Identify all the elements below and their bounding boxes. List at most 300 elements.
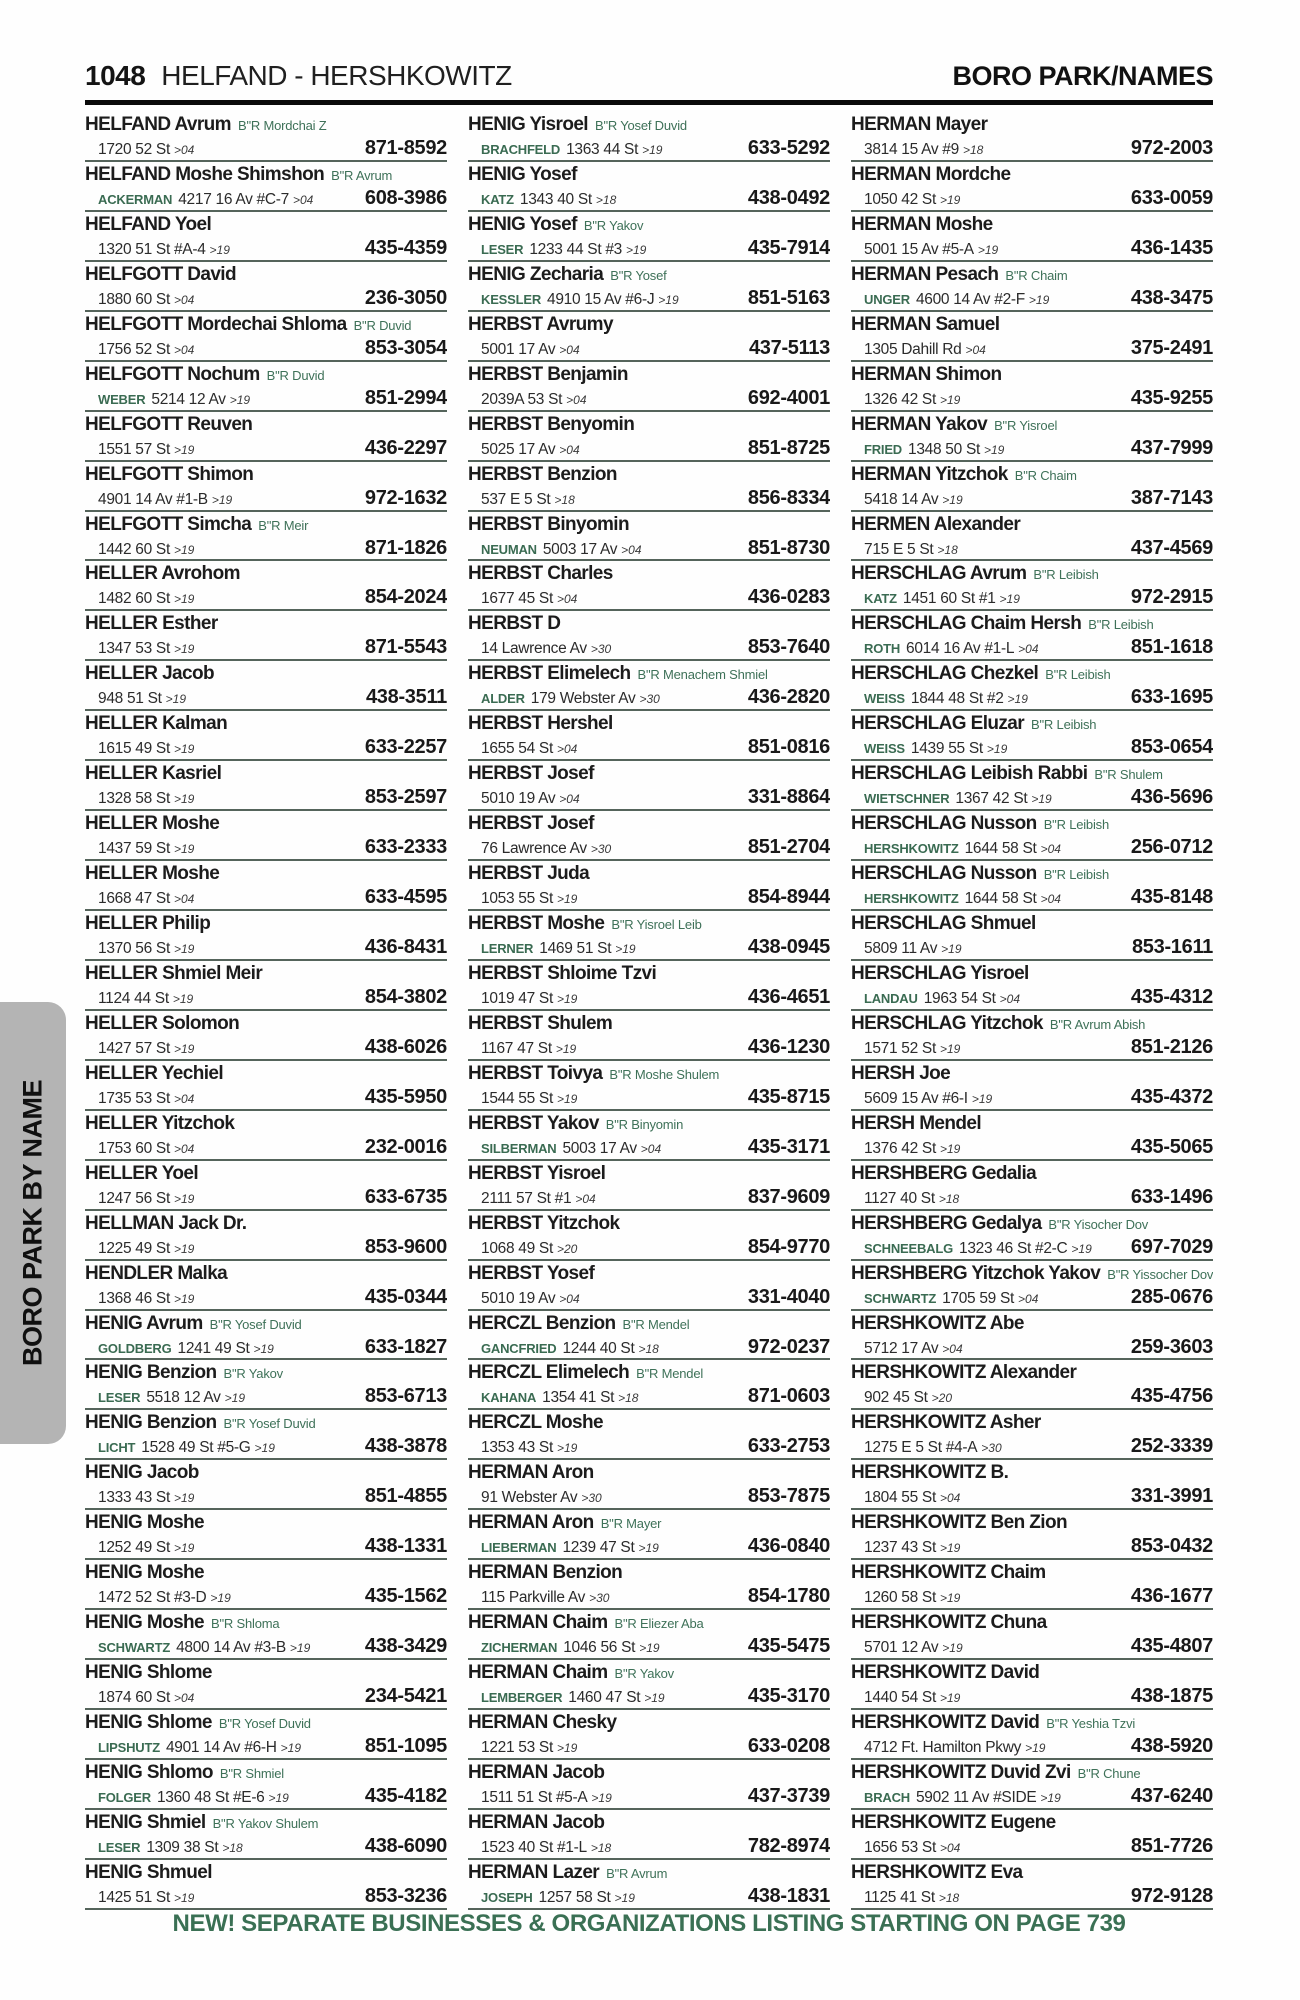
entry-name: HENIG Benzion	[85, 1412, 217, 1434]
entry-name-line	[468, 813, 830, 836]
entry-street-suffix: >19	[173, 542, 195, 557]
entry-name: HERSCHLAG Nusson	[851, 863, 1037, 885]
entry-name: HERSHKOWITZ Eva	[851, 1861, 1023, 1883]
entry-phone: 435-4182	[364, 1784, 447, 1807]
entry-street-suffix: >04	[621, 542, 642, 557]
entry-address-line	[85, 936, 447, 959]
entry-address: 1125 41 St	[864, 1888, 935, 1906]
entry-maiden-name: KATZ	[481, 191, 514, 207]
directory-entry	[851, 1860, 1213, 1910]
sidebar-tab-boro-park-by-name[interactable]	[0, 1002, 66, 1444]
entry-address-line	[468, 1435, 830, 1458]
entry-phone: 854-8944	[747, 886, 830, 909]
entry-name: HERSHKOWITZ Abe	[851, 1312, 1024, 1334]
entry-name-line	[851, 1412, 1213, 1435]
entry-address-line	[468, 1136, 830, 1159]
entry-phone: 782-8974	[747, 1834, 830, 1857]
entry-phone: 633-2333	[364, 836, 447, 859]
entry-address-line	[468, 1086, 830, 1109]
entry-street-suffix: >19	[638, 1541, 659, 1556]
entry-street-suffix: >20	[556, 1241, 578, 1256]
directory-entry	[85, 1410, 447, 1460]
entry-street-suffix: >19	[211, 492, 233, 507]
directory-entry	[85, 1710, 447, 1760]
entry-name: HERBST Toivya	[468, 1062, 603, 1084]
entry-phone: 435-3171	[747, 1135, 830, 1158]
directory-entry	[468, 1111, 830, 1161]
entry-phone: 436-4651	[747, 985, 830, 1008]
entry-name: HERSHKOWITZ Eugene	[851, 1811, 1056, 1833]
entry-name: HERBST Juda	[468, 863, 590, 885]
directory-entry	[468, 1760, 830, 1810]
entry-address-line	[851, 187, 1213, 210]
entry-name-line	[851, 1362, 1213, 1385]
entry-name-line	[85, 1013, 447, 1036]
entry-phone: 438-0492	[747, 186, 830, 209]
entry-maiden-name: FRIED	[864, 441, 903, 457]
entry-name-line	[468, 1213, 830, 1236]
entry-street-suffix: >19	[173, 792, 195, 807]
entry-address-line	[468, 237, 830, 260]
entry-address-line	[85, 1385, 447, 1408]
entry-phone: 851-4855	[364, 1485, 447, 1508]
directory-entry	[85, 1311, 447, 1361]
directory-entry	[468, 412, 830, 462]
entry-phone: 608-3986	[364, 186, 447, 209]
entry-address: 5001 15 Av #5-A	[864, 240, 974, 258]
entry-maiden-name: LESER	[481, 241, 524, 257]
entry-address-line	[468, 1635, 830, 1658]
directory-entry	[468, 1510, 830, 1560]
entry-name: HERMAN Mayer	[851, 114, 988, 135]
entry-phone: 853-3236	[364, 1884, 447, 1907]
entry-address-line	[851, 487, 1213, 510]
entry-br-annotation: B"R Leibish	[1043, 817, 1109, 833]
entry-street-suffix: >19	[165, 692, 187, 707]
entry-name-line	[851, 713, 1213, 736]
entry-street-suffix: >04	[292, 192, 314, 207]
directory-entry	[851, 162, 1213, 212]
entry-name: HELLER Yechiel	[85, 1062, 224, 1084]
directory-entry	[851, 1311, 1213, 1361]
entry-name-line	[851, 1662, 1213, 1685]
entry-name-line	[85, 1213, 447, 1236]
entry-street-suffix: >19	[939, 392, 961, 407]
entry-address: 1368 46 St	[98, 1289, 170, 1307]
entry-name: HERSHKOWITZ Ben Zion	[851, 1512, 1067, 1534]
entry-phone: 232-0016	[364, 1135, 447, 1158]
entry-name-line	[851, 1213, 1213, 1236]
directory-entry	[468, 911, 830, 961]
entry-street-suffix: >04	[173, 143, 195, 157]
entry-street-suffix: >19	[614, 1890, 635, 1905]
entry-name-line	[85, 563, 447, 586]
entry-street-suffix: >30	[589, 1591, 610, 1606]
entry-phone: 285-0676	[1130, 1285, 1213, 1308]
entry-name-line	[85, 414, 447, 437]
entry-name: HERMAN Jacob	[468, 1811, 605, 1833]
entry-phone: 633-0059	[1130, 186, 1213, 209]
entry-phone: 633-1695	[1130, 686, 1213, 709]
entry-address-line	[85, 1535, 447, 1558]
directory-entry	[85, 1860, 447, 1910]
entry-phone: 435-5950	[364, 1085, 447, 1108]
entry-address: 1050 42 St	[864, 190, 936, 208]
entry-phone: 853-1611	[1131, 936, 1213, 958]
entry-street-suffix: >19	[941, 942, 962, 956]
directory-entry	[468, 661, 830, 711]
entry-br-annotation: B"R Shmiel	[219, 1765, 284, 1781]
entry-address: 3814 15 Av #9	[864, 141, 959, 158]
entry-address: 1353 43 St	[481, 1439, 553, 1457]
entry-name-line	[85, 264, 447, 287]
directory-entry	[851, 961, 1213, 1011]
entry-address: 1571 52 St	[864, 1039, 936, 1057]
entry-name: HERMAN Moshe	[851, 213, 993, 235]
entry-name-line	[85, 1263, 447, 1286]
entry-phone: 436-2297	[364, 436, 447, 459]
directory-entry	[468, 512, 830, 562]
entry-name: HERBST Yosef	[468, 1262, 595, 1284]
entry-street-suffix: >04	[640, 1141, 662, 1156]
entry-address: 1544 55 St	[481, 1089, 553, 1107]
entry-name: HERSH Joe	[851, 1062, 951, 1084]
directory-entry	[851, 711, 1213, 761]
directory-column	[85, 112, 447, 1910]
entry-phone: 851-2126	[1130, 1035, 1213, 1058]
entry-street-suffix: >04	[942, 1341, 963, 1356]
entry-maiden-name: BRACH	[864, 1789, 910, 1805]
directory-entry	[468, 1460, 830, 1510]
entry-address-line	[468, 187, 830, 210]
entry-street-suffix: >04	[939, 1840, 961, 1855]
entry-name: HERSH Mendel	[851, 1112, 982, 1134]
entry-street-suffix: >04	[1018, 1291, 1039, 1306]
entry-name: HELFGOTT Nochum	[85, 363, 260, 385]
entry-street-suffix: >04	[559, 1291, 580, 1306]
entry-phone: 853-3054	[364, 336, 447, 359]
entry-address: 1644 58 St	[964, 840, 1037, 858]
directory-entry	[468, 1560, 830, 1610]
entry-name-line	[851, 214, 1213, 237]
entry-br-annotation: B"R Yosef Duvid	[218, 1716, 311, 1731]
entry-address-line	[851, 1336, 1213, 1359]
entry-maiden-name: ALDER	[481, 691, 525, 707]
entry-name-line	[468, 1462, 830, 1485]
entry-address: 5712 17 Av	[864, 1339, 939, 1357]
entry-name: HERBST Josef	[468, 813, 594, 835]
entry-name-line	[851, 1712, 1213, 1735]
entry-br-annotation: B"R Mendel	[622, 1316, 690, 1332]
entry-phone: 633-1496	[1130, 1185, 1213, 1208]
entry-address-line	[468, 1685, 830, 1708]
entry-maiden-name: LIEBERMAN	[481, 1540, 557, 1556]
entry-address-line	[468, 487, 830, 510]
entry-name: HENIG Shmiel	[85, 1811, 206, 1833]
entry-address-line	[468, 1385, 830, 1408]
entry-name: HELLER Avrohom	[85, 563, 240, 585]
entry-phone: 438-6090	[364, 1834, 447, 1857]
entry-street-suffix: >19	[173, 742, 195, 757]
entry-phone: 854-3802	[364, 985, 447, 1008]
directory-entry	[85, 561, 447, 611]
directory-entry	[85, 711, 447, 761]
entry-address-line	[851, 1585, 1213, 1608]
directory-entry	[851, 262, 1213, 312]
entry-street-suffix: >04	[173, 1691, 195, 1706]
entry-address-line	[85, 586, 447, 609]
entry-name: HELFGOTT David	[85, 263, 236, 285]
entry-name-line	[468, 713, 830, 736]
entry-name-line	[85, 1612, 447, 1635]
entry-name: HELLER Solomon	[85, 1012, 240, 1034]
entry-address: 1437 59 St	[98, 840, 170, 858]
entry-street-suffix: >04	[173, 342, 195, 357]
directory-entry	[851, 1061, 1213, 1111]
entry-address: 1440 54 St	[864, 1689, 936, 1707]
entry-address: 5809 11 Av	[864, 940, 938, 957]
entry-address: 1257 58 St	[538, 1888, 611, 1906]
entry-address-line	[85, 337, 447, 360]
entry-name: HENIG Moshe	[85, 1512, 205, 1534]
entry-name: HERSHKOWITZ Duvid Zvi	[851, 1761, 1071, 1783]
entry-address: 1326 42 St	[864, 390, 936, 408]
entry-address-line	[468, 537, 830, 560]
entry-street-suffix: >19	[999, 592, 1020, 607]
entry-street-suffix: >30	[581, 1491, 602, 1506]
entry-phone: 871-1826	[364, 536, 447, 559]
entry-phone: 331-3991	[1130, 1485, 1213, 1508]
entry-name-line	[851, 1812, 1213, 1835]
entry-maiden-name: UNGER	[864, 291, 910, 307]
entry-br-annotation: B"R Avrum Abish	[1049, 1016, 1146, 1032]
directory-entry	[851, 1111, 1213, 1161]
entry-street-suffix: >19	[173, 842, 195, 857]
entry-phone: 435-8715	[747, 1085, 830, 1108]
entry-street-suffix: >19	[253, 1341, 274, 1356]
entry-name-line	[85, 913, 447, 936]
entry-name: HERCZL Moshe	[468, 1412, 603, 1434]
entry-phone: 436-1230	[747, 1035, 830, 1058]
entry-name-line	[85, 713, 447, 736]
entry-maiden-name: JOSEPH	[481, 1889, 533, 1905]
directory-entry	[85, 362, 447, 412]
entry-address: 1275 E 5 St #4-A	[864, 1439, 978, 1457]
entry-name: HENIG Moshe	[85, 1612, 205, 1634]
entry-street-suffix: >19	[173, 1191, 195, 1206]
entry-address-line	[851, 1635, 1213, 1658]
entry-address-line	[851, 1186, 1213, 1209]
entry-br-annotation: B"R Yisroel Leib	[611, 917, 702, 932]
entry-street-suffix: >19	[1025, 1741, 1046, 1755]
directory-entry	[851, 112, 1213, 162]
entry-address-line	[851, 287, 1213, 310]
directory-entry	[468, 262, 830, 312]
entry-br-annotation: B"R Chaim	[1005, 267, 1068, 283]
directory-entry	[851, 911, 1213, 961]
entry-name-line	[85, 464, 447, 487]
entry-street-suffix: >18	[590, 1840, 612, 1855]
entry-phone: 633-5292	[747, 137, 830, 159]
directory-entry	[851, 512, 1213, 562]
entry-name: HELLER Yoel	[85, 1162, 199, 1184]
entry-name-line	[468, 1313, 830, 1336]
entry-address-line	[85, 736, 447, 759]
entry-address: 6014 16 Av #1-L	[906, 640, 1015, 658]
entry-name: HELLER Esther	[85, 613, 218, 635]
directory-entry	[85, 911, 447, 961]
directory-entry	[468, 162, 830, 212]
entry-address: 1233 44 St #3	[529, 240, 622, 258]
entry-address: 1127 40 St	[864, 1189, 935, 1207]
entry-name: HERSHKOWITZ Alexander	[851, 1362, 1077, 1384]
entry-maiden-name: KAHANA	[481, 1390, 537, 1406]
entry-address: 4901 14 Av #6-H	[165, 1739, 277, 1756]
entry-name-line	[851, 464, 1213, 487]
entry-address: 5609 15 Av #6-I	[864, 1089, 968, 1107]
entry-name-line	[851, 514, 1213, 537]
entry-address-line	[851, 1236, 1213, 1259]
entry-street-suffix: >04	[999, 991, 1021, 1006]
entry-maiden-name: WEBER	[98, 391, 146, 407]
entry-street-suffix: >19	[939, 1041, 961, 1056]
directory-column	[851, 112, 1213, 1910]
directory-entry	[851, 1460, 1213, 1510]
directory-entry	[851, 362, 1213, 412]
entry-address: 1644 58 St	[964, 890, 1037, 908]
entry-address-line	[851, 1086, 1213, 1109]
entry-name: HERBST Shloime Tzvi	[468, 962, 657, 984]
entry-street-suffix: >19	[625, 242, 647, 257]
entry-address: 5025 17 Av	[481, 440, 556, 458]
directory-entry	[85, 1261, 447, 1311]
entry-address: 1252 49 St	[98, 1539, 170, 1557]
directory-entry	[851, 611, 1213, 661]
entry-maiden-name: LESER	[98, 1390, 141, 1406]
entry-name: HENDLER Malka	[85, 1262, 228, 1284]
entry-address: 2111 57 St #1	[481, 1189, 572, 1207]
entry-address-line	[851, 237, 1213, 260]
entry-br-annotation: B"R Binyomin	[605, 1116, 684, 1132]
directory-entry	[851, 1510, 1213, 1560]
entry-street-suffix: >19	[644, 1691, 665, 1706]
entry-street-suffix: >19	[173, 1491, 195, 1506]
entry-street-suffix: >04	[173, 1091, 195, 1106]
entry-phone: 633-2753	[747, 1435, 830, 1458]
entry-maiden-name: BRACHFELD	[481, 142, 561, 157]
directory-entry	[851, 761, 1213, 811]
entry-phone: 633-0208	[747, 1735, 830, 1757]
entry-br-annotation: B"R Moshe Shulem	[609, 1066, 720, 1082]
entry-address-line	[85, 1136, 447, 1159]
entry-maiden-name: SCHWARTZ	[864, 1290, 937, 1306]
entry-street-suffix: >19	[556, 1441, 578, 1456]
entry-name-line	[85, 763, 447, 786]
entry-address-line	[85, 1036, 447, 1059]
entry-name: HERBST Hershel	[468, 713, 613, 735]
entry-address-line	[468, 836, 830, 859]
entry-address: 1237 43 St	[864, 1539, 936, 1557]
entry-address: 115 Parkville Av	[481, 1589, 586, 1607]
entry-name: HERMAN Jacob	[468, 1761, 605, 1783]
entry-street-suffix: >19	[556, 892, 578, 907]
entry-street-suffix: >19	[173, 592, 195, 607]
entry-address-line	[85, 1186, 447, 1209]
entry-address: 1735 53 St	[98, 1089, 170, 1107]
entry-name-line	[851, 314, 1213, 337]
entry-phone: 436-0840	[747, 1535, 830, 1558]
entry-name: HERSHKOWITZ David	[851, 1662, 1040, 1684]
entry-name: HELLER Yitzchok	[85, 1112, 235, 1134]
entry-phone: 853-0432	[1130, 1535, 1213, 1558]
entry-address: 1019 47 St	[481, 989, 553, 1007]
entry-name: HERBST Avrumy	[468, 313, 613, 335]
directory-entry	[85, 1061, 447, 1111]
entry-name: HELLER Shmiel Meir	[85, 962, 263, 984]
entry-name: HERBST Yitzchok	[468, 1212, 620, 1234]
entry-name-line	[85, 1362, 447, 1385]
entry-address: 1844 48 St #2	[910, 690, 1004, 708]
entry-name: HERMAN Yakov	[851, 413, 988, 435]
directory-entry	[468, 212, 830, 262]
entry-maiden-name: SCHNEEBALG	[864, 1240, 954, 1256]
directory-entry	[85, 1460, 447, 1510]
entry-address: 1348 50 St	[908, 440, 980, 458]
entry-phone: 259-3603	[1130, 1335, 1213, 1358]
entry-address-line	[851, 786, 1213, 809]
directory-entry	[85, 611, 447, 661]
entry-br-annotation: B"R Leibish	[1033, 567, 1099, 583]
entry-name: HENIG Shlomo	[85, 1761, 213, 1783]
entry-address-line	[85, 1685, 447, 1708]
entry-name: HERMAN Shimon	[851, 363, 1002, 385]
entry-address: 1523 40 St #1-L	[481, 1838, 587, 1856]
entry-name: HERSCHLAG Chezkel	[851, 663, 1039, 685]
entry-phone: 437-6240	[1130, 1784, 1213, 1807]
entry-name-line	[468, 264, 830, 287]
entry-phone: 436-1435	[1130, 236, 1213, 259]
entry-name: HENIG Zecharia	[468, 263, 604, 285]
entry-phone: 972-9128	[1130, 1884, 1213, 1907]
entry-name-line	[85, 1862, 447, 1885]
entry-street-suffix: >19	[229, 392, 251, 407]
entry-name: HENIG Yosef	[468, 163, 577, 185]
entry-address: 1720 52 St	[98, 141, 170, 158]
entry-br-annotation: B"R Mayer	[600, 1516, 662, 1532]
entry-phone: 252-3339	[1130, 1435, 1213, 1458]
directory-entry	[851, 1161, 1213, 1211]
directory-entry	[851, 1560, 1213, 1610]
entry-address-line	[851, 736, 1213, 759]
entry-phone: 697-7029	[1130, 1235, 1213, 1258]
entry-street-suffix: >19	[556, 991, 578, 1006]
entry-address: 1347 53 St	[98, 640, 170, 658]
directory-entry	[85, 262, 447, 312]
entry-name: HERMAN Mordche	[851, 163, 1011, 185]
entry-address: 1655 54 St	[481, 740, 553, 758]
entry-name: HERBST Yisroel	[468, 1162, 606, 1184]
entry-phone: 854-9770	[747, 1235, 830, 1258]
entry-address: 1328 58 St	[98, 790, 170, 808]
entry-street-suffix: >19	[173, 1890, 195, 1905]
entry-name-line	[851, 414, 1213, 437]
entry-name: HENIG Jacob	[85, 1462, 199, 1484]
directory-entry	[85, 1660, 447, 1710]
entry-name: HERMAN Samuel	[851, 313, 1000, 335]
entry-address-line	[851, 1785, 1213, 1808]
directory-entry	[85, 312, 447, 362]
entry-address-line	[468, 1785, 830, 1808]
